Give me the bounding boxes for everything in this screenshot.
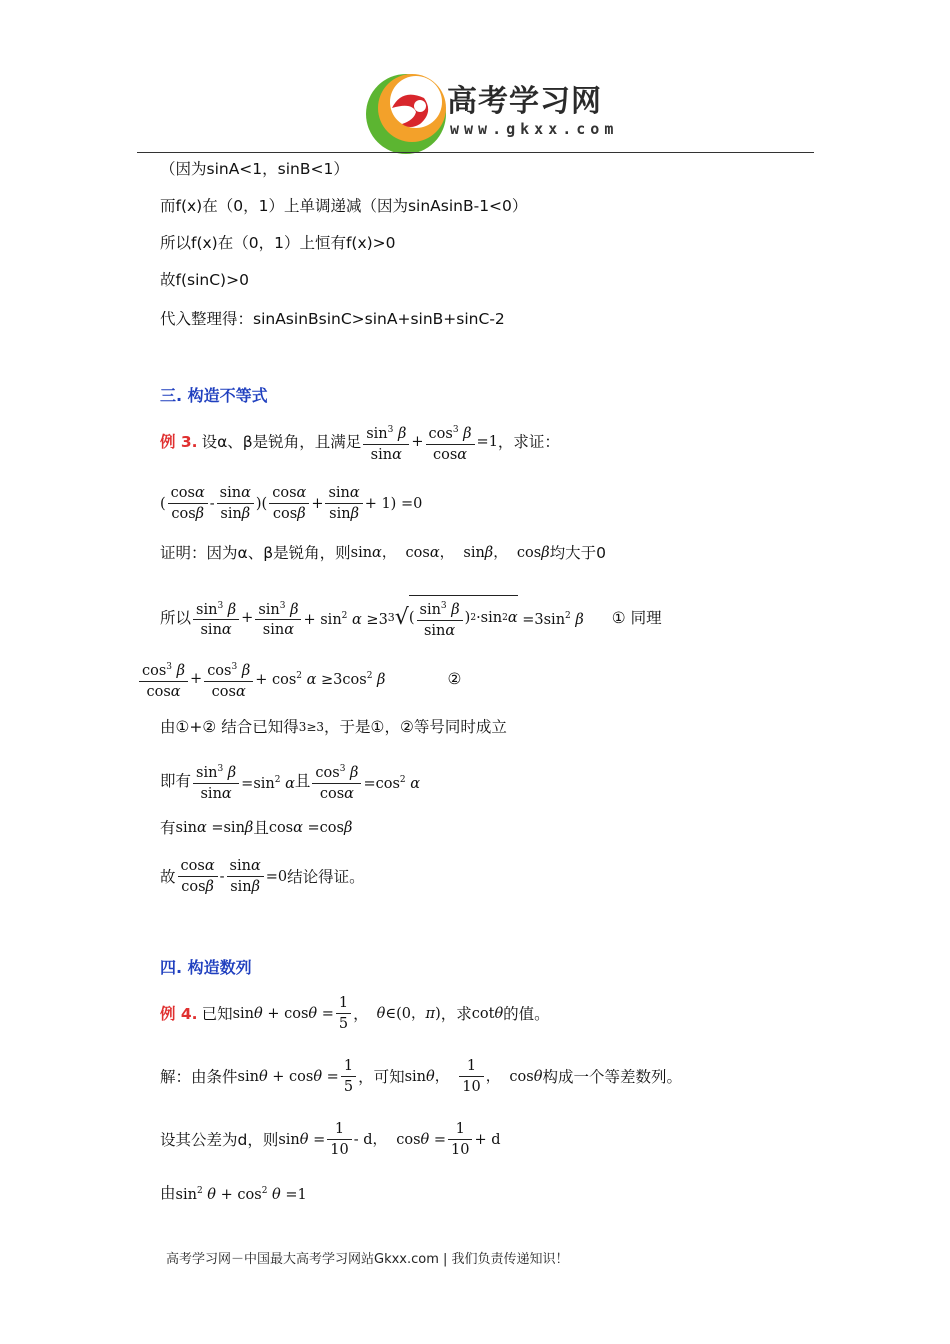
combine-line: 由①+② 结合已知得 3≥3 ，于是①，②等号同时成立: [160, 718, 507, 736]
text-line: 所以f(x)在（0，1）上恒有f(x)>0: [160, 234, 396, 252]
section-heading: 四. 构造数列: [160, 958, 252, 977]
difference-line: 设其公差为d，则 sinθ = $\frac{1}{10}$ - d， cosθ = $\frac{1}{10}$ + d: [160, 1121, 501, 1158]
inequality-2: $\frac{\cos^3 \beta}{\cos\alpha}$ + $\frac{\cos^3 \beta}{\cos\alpha}$ + $\cos^2 \alpha \ge 3\cos^2$ β ②: [137, 657, 461, 702]
have-line: 有 sinα =sinβ 且 cosα =cosβ: [160, 819, 353, 837]
site-logo: [362, 68, 452, 158]
text-line: 代入整理得：sinAsinBsinC>sinA+sinB+sinC-2: [160, 310, 505, 328]
section-heading: 三. 构造不等式: [160, 386, 268, 405]
logo-emblem-icon: [362, 68, 452, 158]
logo-url: www.gkxx.com: [450, 120, 619, 138]
example-text: 设α、β是锐角，且满足: [201, 433, 362, 452]
identity-line: 由 $\sin^2 \theta + \cos^2 \theta =1$: [160, 1183, 307, 1203]
fraction: $\frac{\sin^3 \beta}{\sin\alpha}$: [363, 420, 409, 465]
example-4: 例 4. 已知 sinθ + cosθ = $\frac{1}{5}$ ， θ∈(0，π) ，求 cotθ 的值。: [160, 995, 550, 1032]
example-label: 例 3.: [160, 433, 198, 452]
header-divider: [137, 152, 814, 153]
fraction: $\frac{\cos^3 \beta}{\cos\alpha}$: [426, 420, 475, 465]
conclusion-line: 故 $\frac{\cos\alpha}{\cos\beta}$ - $\frac{\sin\alpha}{\sin\beta}$ =0 结论得证。: [160, 858, 365, 895]
example-3: 例 3. 设α、β是锐角，且满足 $\frac{\sin^3 \beta}{\sin\alpha}$ + $\frac{\cos^3 \beta}{\cos\alpha}$ =1 ，求证：: [160, 420, 560, 465]
inequality-1: 所以 $\frac{\sin^3 \beta}{\sin\alpha}$ + $\frac{\sin^3 \beta}{\sin\alpha}$ + $\sin^2 \alpha \ge 3$ 3 √ ( $\frac{\sin^3 \beta}{\sin\alpha}$ ) 2 ·sin 2 α $=3\sin^2$ β ① 同理: [160, 595, 662, 641]
solution-line: 解：由条件 sinθ + cosθ = $\frac{1}{5}$ ，可知 sinθ， $\frac{1}{10}$ ， cosθ 构成一个等差数列。: [160, 1058, 682, 1095]
example-label: 例 4.: [160, 1004, 198, 1023]
equality-line: 即有 $\frac{\sin^3 \beta}{\sin\alpha}$ $=\sin^2$ α 且 $\frac{\cos^3 \beta}{\cos\alpha}$ $=\cos^2$ α: [160, 759, 420, 804]
logo-title: 高考学习网: [447, 84, 602, 119]
text-line: （因为sinA<1，sinB<1）: [160, 160, 349, 178]
text-line: 而f(x)在（0，1）上单调递减（因为sinAsinB-1<0）: [160, 197, 528, 215]
example-tail: ，求证：: [497, 433, 560, 452]
equation-to-prove: ( $\frac{\cos\alpha}{\cos\beta}$ - $\frac{\sin\alpha}{\sin\beta}$ )( $\frac{\cos\alpha}{\cos\beta}$ + $\frac{\sin\alpha}{\sin\beta}$ + 1) =0: [160, 485, 423, 522]
proof-intro: 证明：因为α、β是锐角，则 sinα， cosα， sinβ， cosβ 均大于0: [160, 544, 606, 562]
text-line: 故f(sinC)>0: [160, 271, 249, 289]
page-footer: 高考学习网－中国最大高考学习网站Gkxx.com | 我们负责传递知识！: [166, 1252, 569, 1267]
